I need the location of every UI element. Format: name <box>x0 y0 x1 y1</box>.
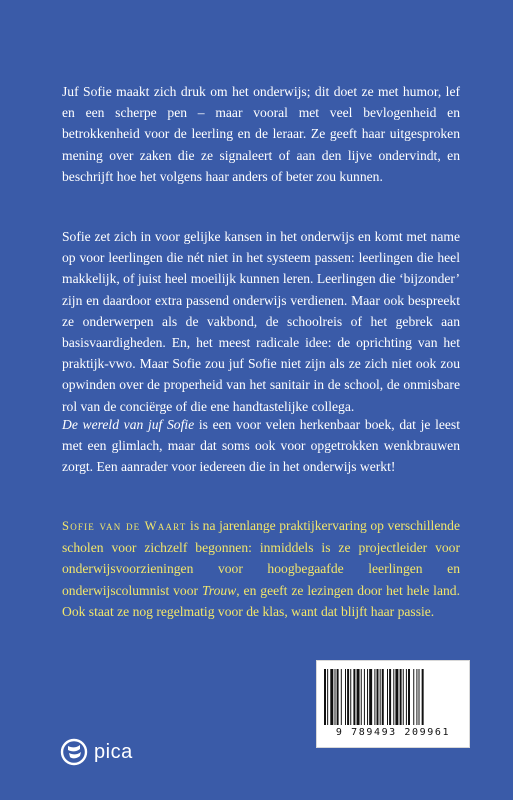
barcode-bar <box>324 669 326 725</box>
barcode-bar <box>357 669 360 725</box>
barcode-bar <box>382 669 384 725</box>
barcode-bar <box>377 669 379 725</box>
barcode-bars <box>324 669 462 725</box>
barcode-bar <box>341 669 342 725</box>
barcode-bar <box>369 669 372 725</box>
barcode-bar <box>347 669 349 725</box>
barcode-bar <box>419 669 420 725</box>
author-bio-text-2: , en geeft ze lezingen door het hele land. Ook staat ze nog regelmatig voor de klas, want dat blijft haar passie. <box>62 582 460 619</box>
barcode-bar <box>389 669 391 725</box>
barcode-bar <box>353 669 355 725</box>
barcode-bar <box>395 669 398 725</box>
barcode-bar <box>335 669 336 725</box>
barcode-bar <box>345 669 346 725</box>
barcode-bar <box>327 669 328 725</box>
pica-logo-icon <box>60 738 88 766</box>
barcode-bar <box>374 669 375 725</box>
publisher-name: pica <box>94 740 133 763</box>
newspaper-name: Trouw <box>201 582 237 598</box>
isbn-barcode <box>316 660 470 748</box>
author-name: Sofie van de Waart <box>62 519 187 533</box>
barcode-bar <box>400 669 402 725</box>
barcode-bar <box>350 669 351 725</box>
blurb-paragraph-3 <box>62 414 460 478</box>
barcode-bar <box>406 669 407 725</box>
barcode-bar <box>403 669 404 725</box>
barcode-bar <box>413 669 414 725</box>
barcode-bar <box>387 669 388 725</box>
barcode-bar <box>422 669 424 725</box>
blurb-paragraph-2: Sofie zet zich in voor gelijke kansen in het onderwijs en komt met name op voor leerlingen die nét niet in het systeem passen: leerlingen die heel makkelijk, of juist heel moeilijk kunnen leren. Leerlingen die ‘bijzonder’ zijn en daardoor extra passend onderwijs verdienen. Maar ook bespreekt ze onderwerpen als de vakbond, de schoolreis of het gebrek aan basisvaardigheden. En, het meest radicale idee: de oprichting van het praktijk-vwo. Maar Sofie zou juf Sofie niet zijn als ze zich niet ook zou opwinden over de properheid van het sanitair in de school, de onmisbare rol van de conciërge of die ene handtastelijke collega. <box>62 229 460 414</box>
barcode-bar <box>337 669 339 725</box>
author-bio <box>62 515 460 622</box>
isbn-number: 9 789493 209961 <box>335 727 451 738</box>
book-title: De wereld van juf Sofie <box>62 417 195 432</box>
author-bio-text-1: is na jarenlange praktijkervaring op verschillende scholen voor zichzelf begonnen: inmiddels is ze projectleider voor onderwijsvoorzieningen voor hoogbegaafde leerlingen en onderwijscolumnist voor <box>62 518 460 598</box>
blurb-paragraph-3-text: is een voor velen herkenbaar boek, dat je leest met een glimlach, maar dat soms ook voor opgetrokken wenkbrauwen zorgt. Een aanrader voor iedereen die in het onderwijs werkt! <box>62 417 460 475</box>
blurb-paragraph-1: Juf Sofie maakt zich druk om het onderwijs; dit doet ze met humor, lef en een scherpe pen – maar vooral met veel bevlogenheid en betrokkenheid voor de leerling en de leraar. Ze geeft haar uitgesproken mening over zaken die ze signaleert of aan den lijve ondervindt, en beschrijft hoe het volgens haar anders of beter zou kunnen. <box>62 84 460 184</box>
barcode-bar <box>408 669 410 725</box>
publisher-logo <box>60 738 133 766</box>
barcode-bar <box>380 669 381 725</box>
barcode-bar <box>361 669 362 725</box>
barcode-bar <box>330 669 333 725</box>
barcode-bar <box>416 669 417 725</box>
barcode-bar <box>364 669 365 725</box>
barcode-bar <box>393 669 394 725</box>
barcode-bar <box>367 669 368 725</box>
